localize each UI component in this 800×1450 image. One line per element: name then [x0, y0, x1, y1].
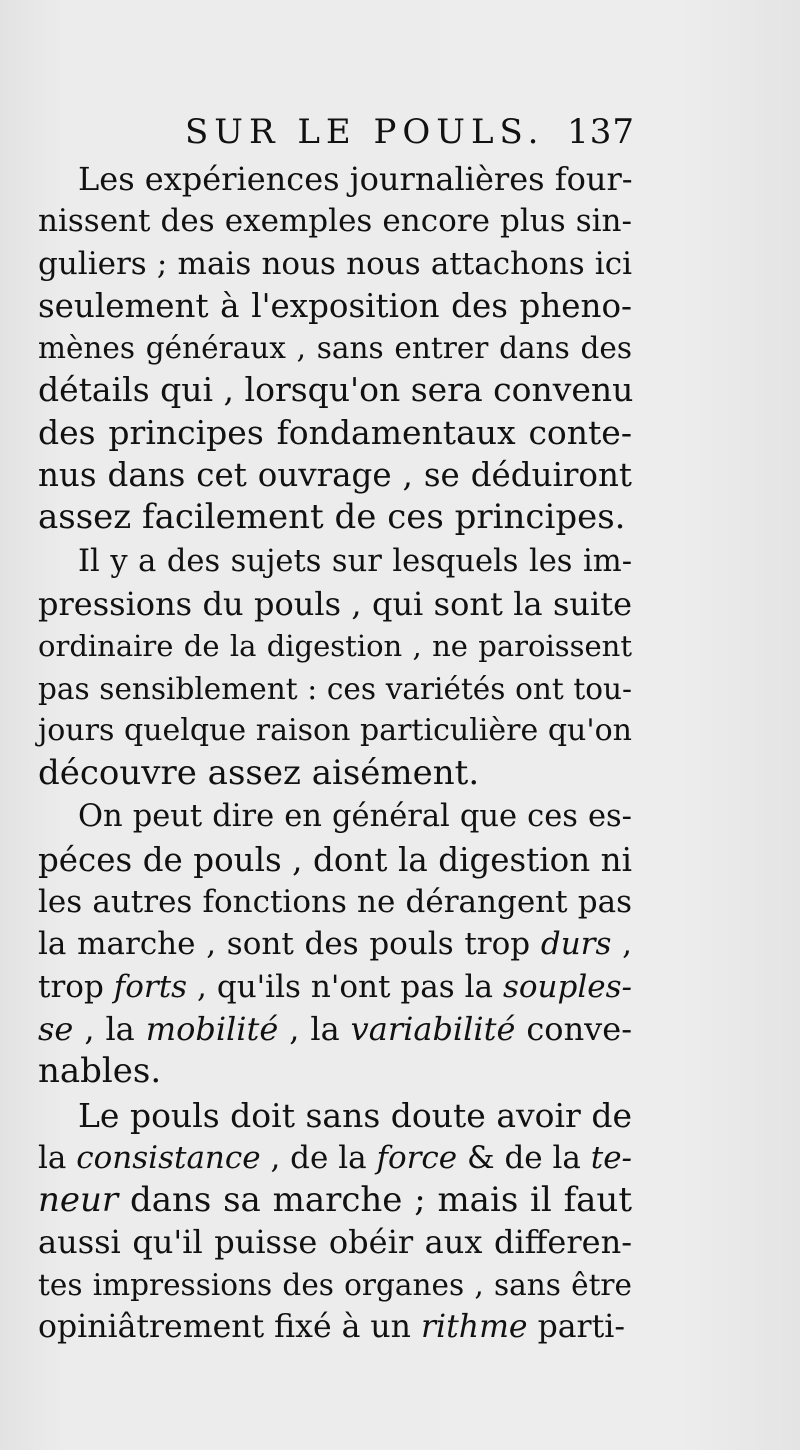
- text-run: trop: [38, 968, 114, 1005]
- text-line: [38, 1264, 632, 1306]
- page-header: [185, 112, 635, 156]
- text-line: [38, 752, 632, 794]
- text-run: péces de pouls , dont la digestion ni: [38, 840, 632, 879]
- text-run: ,: [611, 926, 632, 963]
- text-run: détails qui , lorsqu'on sera convenu: [38, 370, 634, 410]
- text-run: jours quelque raison particulière qu'on: [38, 712, 632, 748]
- text-line: [38, 496, 632, 538]
- text-line: [38, 200, 632, 242]
- text-line: [38, 966, 632, 1008]
- text-line: [38, 839, 632, 881]
- text-line: [38, 1050, 632, 1092]
- text-run: assez facilement de ces principes.: [38, 497, 626, 538]
- text-line: [38, 541, 632, 583]
- italic-text: se: [38, 1009, 74, 1048]
- text-run: , de la: [260, 1139, 377, 1176]
- italic-text: durs: [540, 926, 612, 963]
- text-run: la: [38, 1139, 77, 1176]
- text-line: [38, 285, 632, 327]
- paragraph: [38, 1095, 632, 1349]
- text-line: [38, 1306, 632, 1348]
- text-run: guliers ; mais nous nous attachons ici: [38, 245, 632, 282]
- text-run: Il y a des sujets sur lesquels les im-: [78, 543, 632, 579]
- text-run: pas sensiblement : ces variétés ont tou-: [38, 671, 632, 706]
- text-run: Le pouls doit sans doute avoir de: [78, 1095, 632, 1135]
- text-line: [38, 923, 632, 965]
- text-line: [38, 881, 632, 923]
- running-head: SUR LE POULS.: [185, 112, 545, 152]
- text-line: [38, 412, 632, 454]
- italic-text: consistance: [76, 1139, 261, 1176]
- italic-text: forts: [113, 968, 188, 1005]
- text-line: [38, 668, 632, 710]
- italic-text: neur: [38, 1180, 119, 1221]
- text-line: [38, 583, 632, 625]
- text-run: des principes fondamentaux conte-: [38, 412, 632, 452]
- text-run: On peut dire en général que ces es-: [78, 799, 632, 835]
- text-run: Les expériences journalières four-: [78, 160, 633, 198]
- text-line: [38, 327, 632, 369]
- body-text: [38, 158, 632, 1350]
- text-line: [38, 369, 632, 411]
- text-line: [38, 243, 632, 285]
- text-run: dans sa marche ; mais il faut: [118, 1180, 632, 1221]
- text-line: [38, 158, 632, 200]
- text-line: [38, 796, 632, 838]
- text-run: parti-: [527, 1309, 625, 1346]
- text-run: les autres fonctions ne dérangent pas: [38, 884, 632, 921]
- text-run: nissent des exemples encore plus sin-: [38, 203, 632, 240]
- page-number: 137: [567, 112, 635, 152]
- text-run: nus dans cet ouvrage , se déduiront: [38, 456, 632, 495]
- text-run: découvre assez aisément.: [38, 753, 480, 794]
- text-run: & de la: [457, 1139, 591, 1176]
- text-run: , qu'ils n'ont pas la: [187, 968, 503, 1005]
- italic-text: mobilité: [145, 1009, 279, 1048]
- text-run: mènes généraux , sans entrer dans des: [38, 331, 632, 366]
- text-run: , la: [73, 1009, 146, 1048]
- paragraph: [38, 796, 632, 1092]
- text-line: [38, 1008, 632, 1050]
- text-run: , la: [278, 1009, 351, 1048]
- text-run: aussi qu'il puisse obéir aux differen-: [38, 1223, 632, 1262]
- text-run: conve-: [515, 1009, 633, 1048]
- text-run: pressions du pouls , qui sont la suite: [38, 584, 632, 623]
- text-run: nables.: [38, 1051, 162, 1092]
- text-line: [38, 710, 632, 752]
- paragraph: [38, 158, 632, 539]
- italic-text: variabilité: [350, 1009, 516, 1048]
- text-run: la marche , sont des pouls trop: [38, 926, 541, 963]
- italic-text: te-: [590, 1139, 633, 1176]
- text-line: [38, 454, 632, 496]
- text-line: [38, 1179, 632, 1221]
- text-run: ordinaire de la digestion , ne paroissent: [38, 629, 632, 664]
- italic-text: souples-: [502, 968, 632, 1005]
- text-line: [38, 1095, 632, 1137]
- text-run: opiniâtrement fixé à un: [38, 1309, 421, 1346]
- italic-text: force: [376, 1139, 458, 1176]
- text-run: seulement à l'exposition des pheno-: [38, 286, 632, 325]
- text-line: [38, 625, 632, 667]
- paragraph: [38, 541, 632, 795]
- text-run: tes impressions des organes , sans être: [38, 1267, 632, 1302]
- text-line: [38, 1221, 632, 1263]
- text-line: [38, 1137, 632, 1179]
- italic-text: rithme: [420, 1309, 528, 1346]
